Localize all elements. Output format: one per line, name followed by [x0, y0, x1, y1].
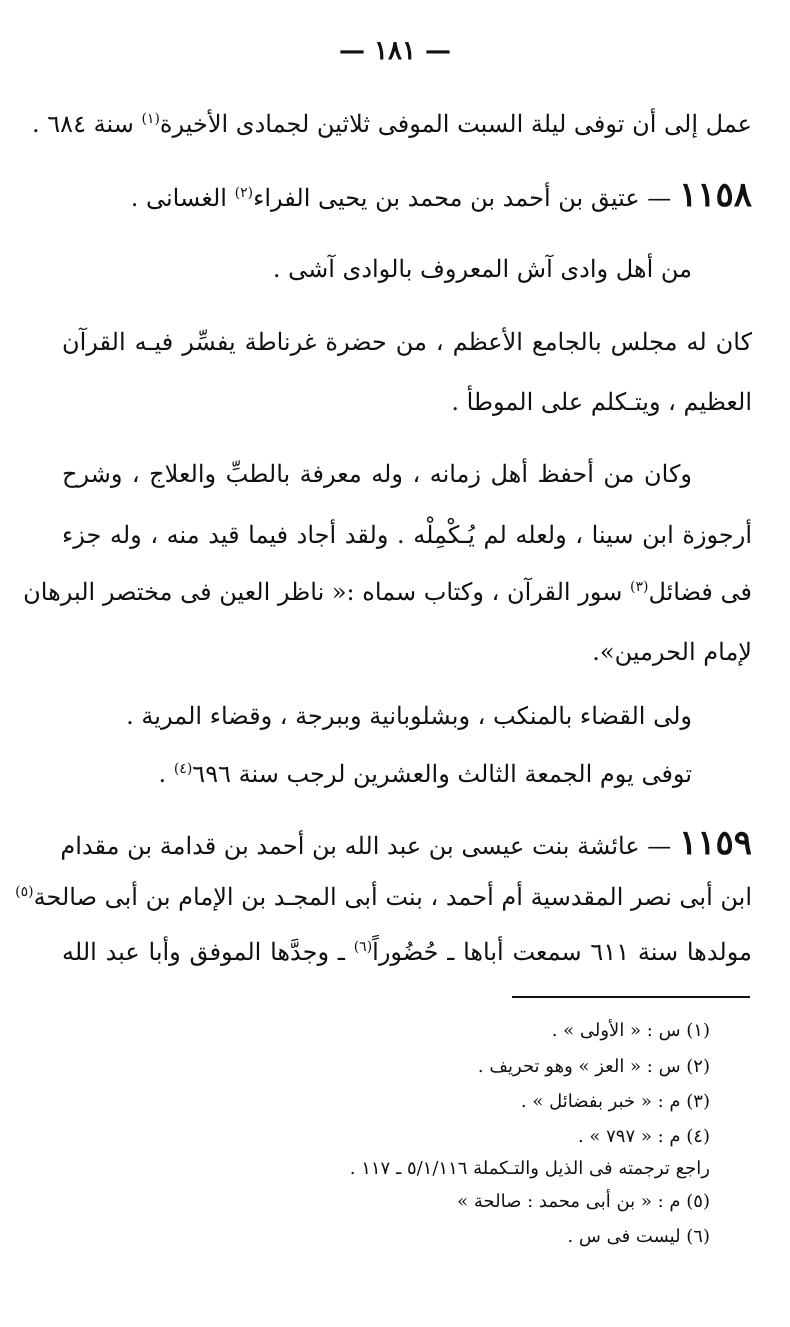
- text-line-11: [62, 762, 752, 786]
- text-line-8: [23, 578, 752, 606]
- footnote-ref-3[interactable]: (٣): [629, 579, 649, 595]
- text-line-13: [15, 883, 752, 911]
- footnote-ref-5[interactable]: (٥): [15, 884, 34, 900]
- line-text: ابن أبى نصر المقدسية أم أحمد ، بنت أبى المجـد بن الإمام بن أبى صالحة: [33, 883, 752, 911]
- line-text-end: ـ وجدَّها الموفق وأبا عبد الله: [62, 938, 345, 966]
- footnote-1: (١) س : « الأولى » .: [551, 1020, 710, 1041]
- text-line-10: ولى القضاء بالمنكب ، وبشلوبانية وببرجة ، وقضاء المرية .: [126, 702, 692, 730]
- line-text: توفى يوم الجمعة الثالث والعشرين لرجب سنة ٦٩٦: [192, 760, 692, 788]
- line-text-start: فى فضائل: [648, 578, 752, 606]
- footnote-ref-1[interactable]: (١): [141, 111, 160, 127]
- text-line-4: كان له مجلس بالجامع الأعظم ، من حضرة غرناطة يفسِّر فيـه القرآن: [62, 328, 752, 356]
- footnote-5: (٥) م : « بن أبى محمد : صالحة »: [457, 1191, 710, 1212]
- entry-number: ١١٥٨: [678, 175, 752, 215]
- entry-name: — عائشة بنت عيسى بن عبد الله بن أحمد بن قدامة بن مقدام: [60, 832, 672, 860]
- footnote-6: (٦) ليست فى س .: [567, 1226, 710, 1247]
- line-text-start: مولدها سنة ٦١١ سمعت أباها ـ حُضُوراً: [372, 938, 752, 966]
- text-line-14: [62, 940, 752, 964]
- entry-number: ١١٥٩: [678, 823, 752, 863]
- text-line-9: لإمام الحرمين».: [592, 638, 752, 666]
- footnote-ref-4[interactable]: (٤): [173, 761, 193, 777]
- text-line-3: من أهل وادى آش المعروف بالوادى آشى .: [272, 255, 692, 283]
- page-number: — ١٨١ —: [338, 36, 452, 66]
- text-line-6: وكان من أحفظ أهل زمانه ، وله معرفة بالطبِّ والعلاج ، وشرح: [62, 460, 692, 488]
- footnote-separator: [512, 996, 750, 998]
- entry-name-tail: الغسانى .: [130, 184, 227, 212]
- footnote-2: (٢) س : « العز » وهو تحريف .: [477, 1056, 710, 1077]
- text-line-7: أرجوزة ابن سينا ، ولعله لم يُـكْمِلْه . ولقد أجاد فيما قيد منه ، وله جزء: [62, 521, 752, 549]
- line-text-end: سور القرآن ، وكتاب سماه :« ناظر العين فى مختصر البرهان: [23, 578, 623, 606]
- line-text-tail: سنة ٦٨٤ .: [32, 110, 134, 138]
- footnote-3: (٣) م : « خبر بفضائل » .: [520, 1091, 710, 1112]
- entry-heading-1159: [60, 823, 752, 863]
- footnote-ref-6[interactable]: (٦): [353, 939, 373, 955]
- line-text: عمل إلى أن توفى ليلة السبت الموفى ثلاثين لجمادى الأخيرة: [159, 110, 752, 138]
- line-text-tail: .: [158, 760, 167, 788]
- text-line-5: العظيم ، ويتـكلم على الموطأ .: [451, 388, 752, 416]
- text-line-1: [32, 110, 752, 138]
- footnote-4: (٤) م : « ٧٩٧ » .: [577, 1126, 710, 1147]
- footnote-ref-2[interactable]: (٢): [234, 185, 254, 201]
- entry-name: — عتيق بن أحمد بن محمد بن يحيى الفراء: [253, 184, 672, 212]
- footnote-4-continued: راجع ترجمته فى الذيل والتـكملة ٥/١/١١٦ ـ ١١٧ .: [349, 1158, 710, 1179]
- entry-heading-1158: [62, 175, 752, 215]
